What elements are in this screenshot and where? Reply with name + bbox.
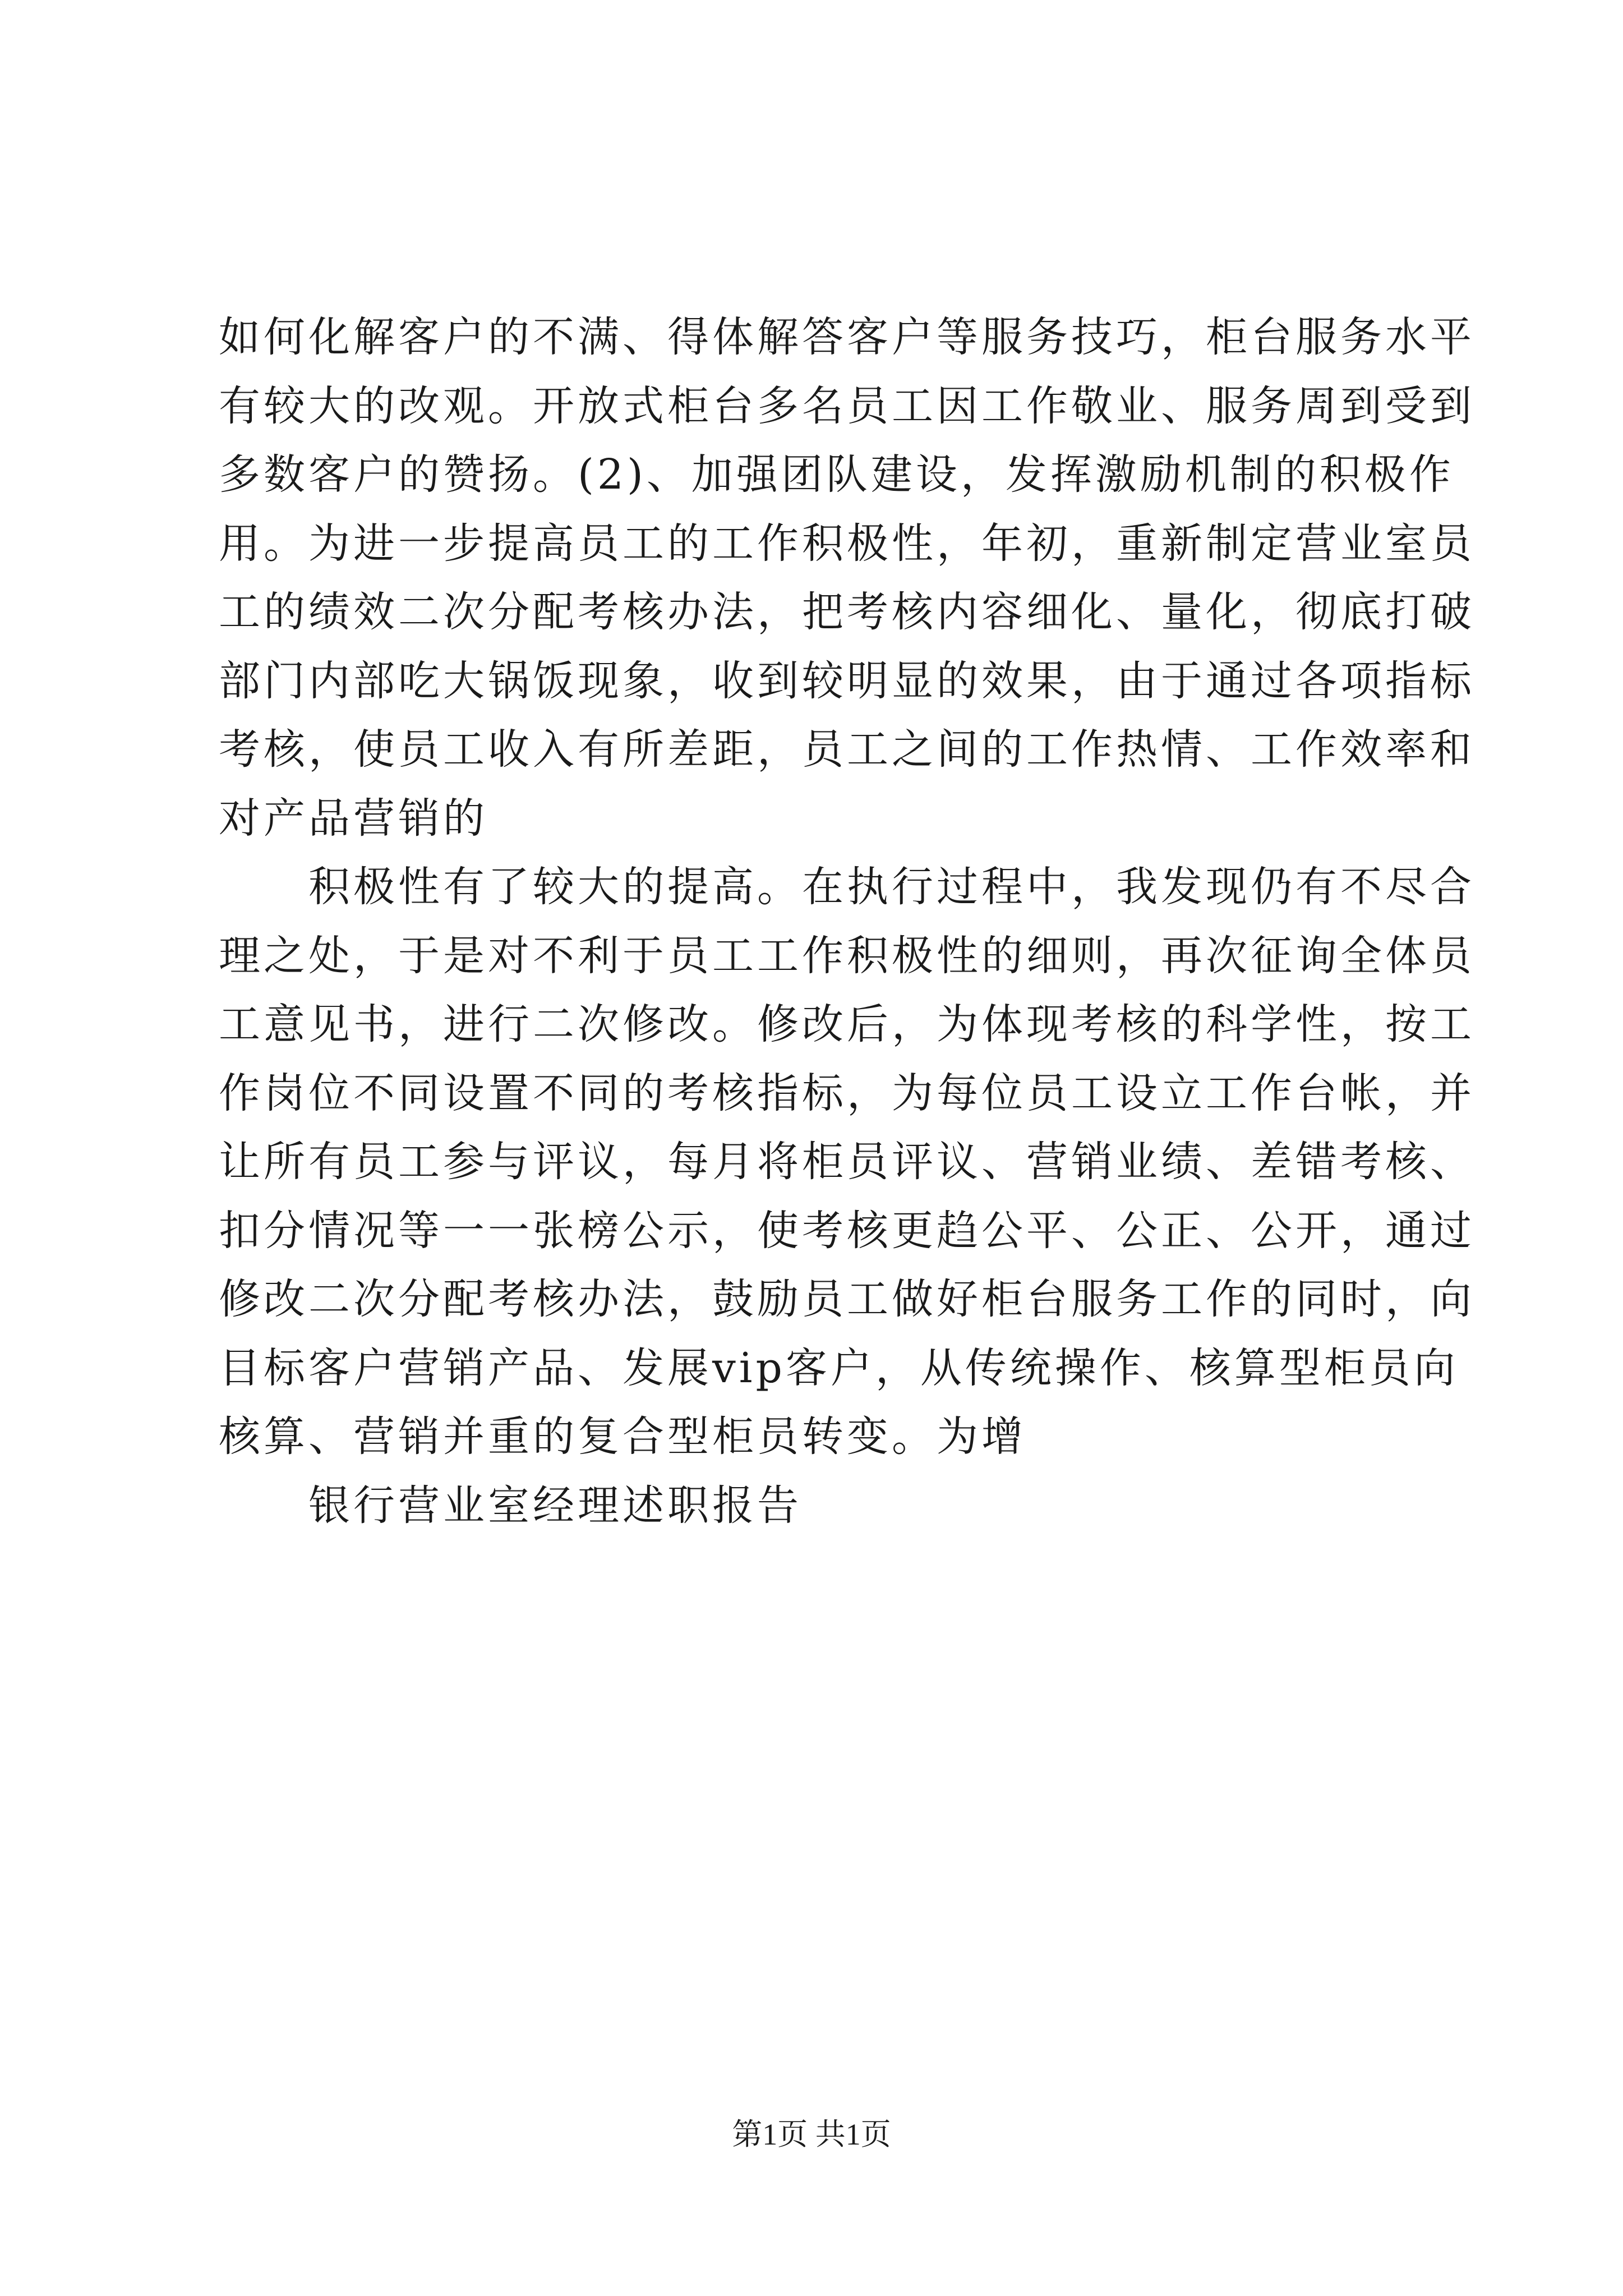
paragraph-first-line: 积极性有了较大的提高。在执行过程中，我发现仍有不尽合 xyxy=(308,863,1475,911)
text-line: 工意见书，进行二次修改。修改后，为体现考核的科学性，按工 xyxy=(219,1000,1475,1048)
document-title-line: 银行营业室经理述职报告 xyxy=(308,1481,802,1530)
text-line: 修改二次分配考核办法，鼓励员工做好柜台服务工作的同时，向 xyxy=(219,1275,1475,1323)
text-line: 作岗位不同设置不同的考核指标，为每位员工设立工作台帐，并 xyxy=(219,1069,1475,1117)
text-line: 理之处，于是对不利于员工工作积极性的细则，再次征询全体员 xyxy=(219,931,1475,980)
text-line: 部门内部吃大锅饭现象，收到较明显的效果，由于通过各项指标 xyxy=(219,656,1475,705)
text-line: 多数客户的赞扬。(2)、加强团队建设，发挥激励机制的积极作 xyxy=(219,450,1454,499)
text-line: 让所有员工参与评议，每月将柜员评议、营销业绩、差错考核、 xyxy=(219,1138,1475,1186)
text-line: 核算、营销并重的复合型柜员转变。为增 xyxy=(219,1412,1026,1461)
text-line: 目标客户营销产品、发展vip客户，从传统操作、核算型柜员向 xyxy=(219,1343,1459,1392)
page-footer: 第1页 共1页 xyxy=(732,2118,891,2151)
text-line: 工的绩效二次分配考核办法，把考核内容细化、量化，彻底打破 xyxy=(219,588,1475,636)
text-line: 考核，使员工收入有所差距，员工之间的工作热情、工作效率和 xyxy=(219,725,1475,774)
document-body xyxy=(219,303,1475,1540)
text-line: 有较大的改观。开放式柜台多名员工因工作敬业、服务周到受到 xyxy=(219,381,1475,430)
text-line: 扣分情况等一一张榜公示，使考核更趋公平、公正、公开，通过 xyxy=(219,1206,1475,1255)
text-line: 用。为进一步提高员工的工作积极性，年初，重新制定营业室员 xyxy=(219,519,1475,568)
text-line: 如何化解客户的不满、得体解答客户等服务技巧，柜台服务水平 xyxy=(219,313,1475,361)
text-line: 对产品营销的 xyxy=(219,794,488,843)
